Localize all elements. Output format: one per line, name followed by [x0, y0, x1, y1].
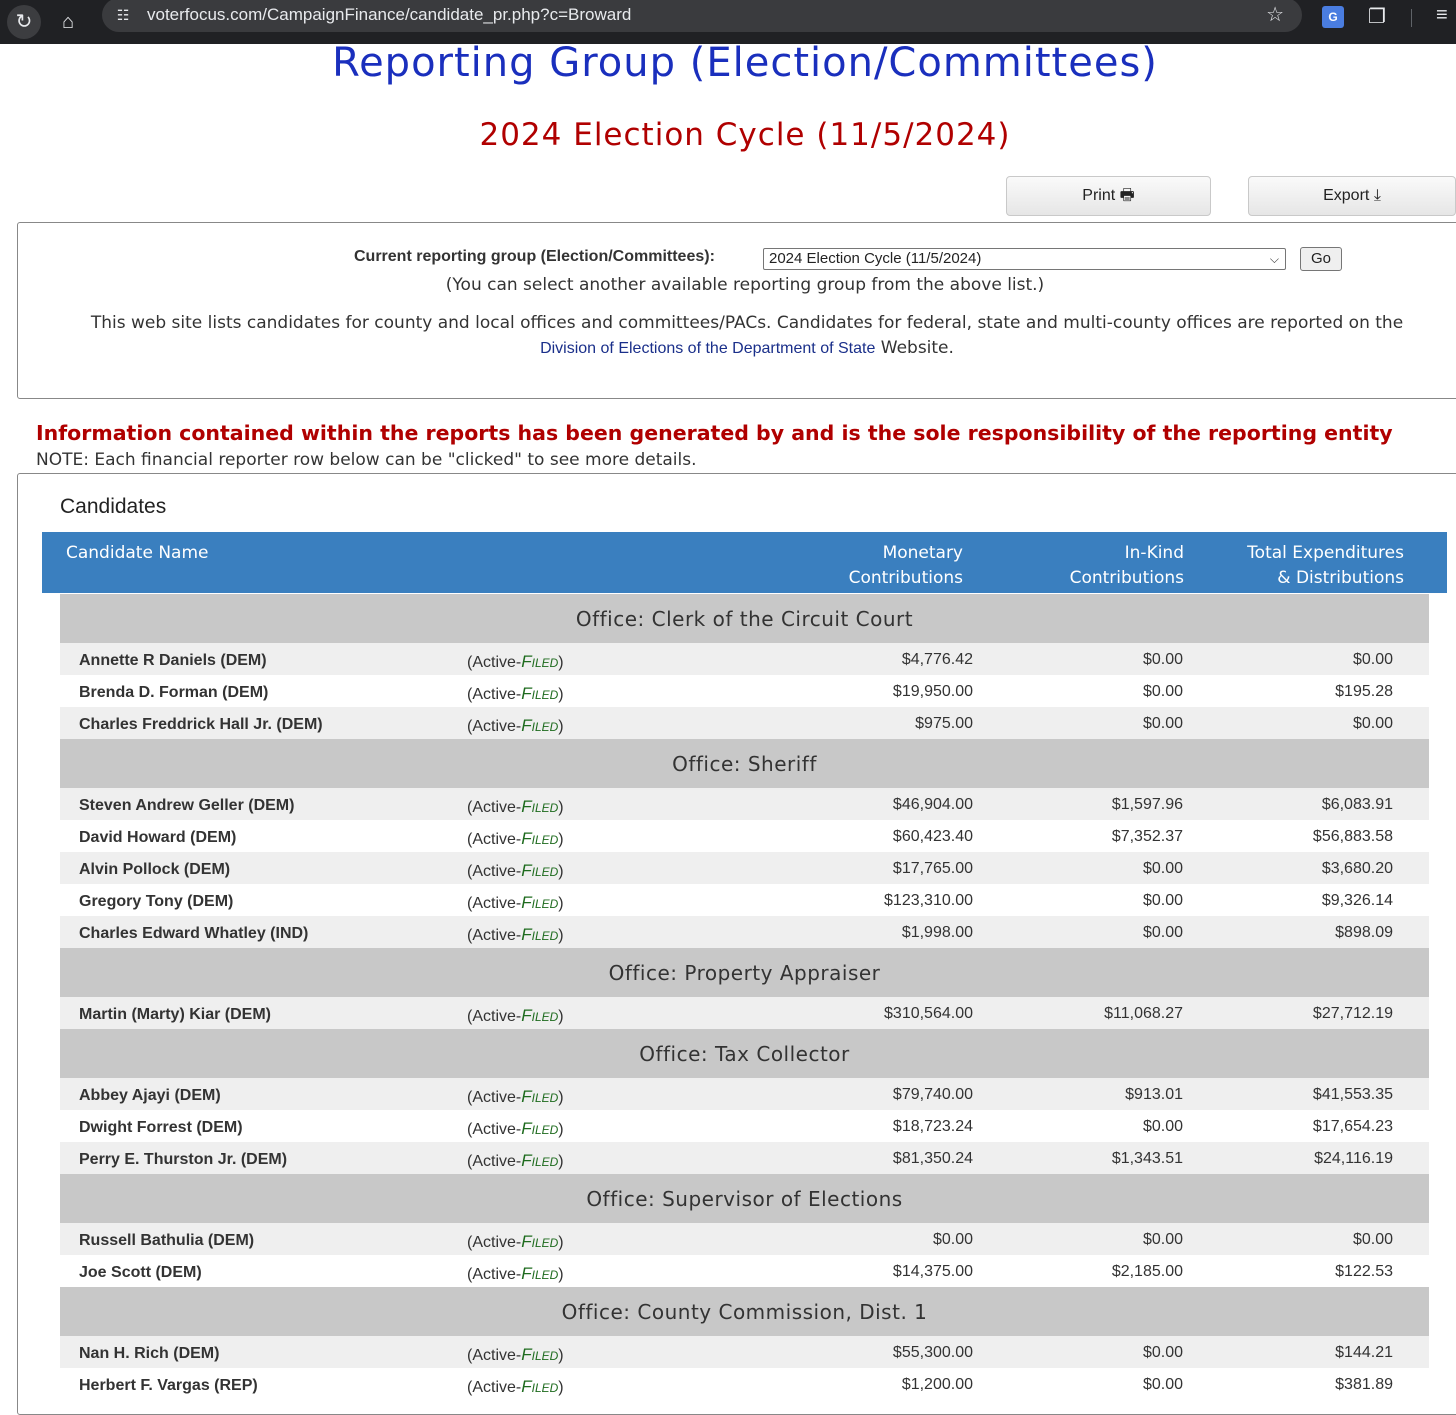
- profile-icon[interactable]: ≡: [1436, 4, 1448, 26]
- candidate-status: [467, 1151, 564, 1171]
- reporting-group-panel: [17, 222, 1456, 399]
- url-text[interactable]: voterfocus.com/CampaignFinance/candidate_pr.php?c=Broward: [147, 5, 632, 24]
- total-expenditures: $6,083.91: [1321, 796, 1393, 813]
- candidate-row[interactable]: [60, 1255, 1429, 1287]
- print-button[interactable]: [1006, 176, 1211, 216]
- total-expenditures: $9,326.14: [1321, 892, 1393, 909]
- site-info-text: [82, 311, 1412, 361]
- bookmark-star-icon[interactable]: ☆: [1266, 4, 1284, 26]
- total-expenditures: $56,883.58: [1312, 828, 1393, 845]
- status-filed: Filed: [521, 1119, 559, 1138]
- site-info-post: Website.: [880, 338, 954, 358]
- status-filed: Filed: [521, 829, 559, 848]
- total-expenditures: $0.00: [1352, 715, 1393, 732]
- status-suffix: ): [558, 1153, 564, 1170]
- candidate-status: [467, 861, 564, 881]
- status-suffix: ): [558, 895, 564, 912]
- candidate-name: Joe Scott (DEM): [79, 1264, 202, 1281]
- status-prefix: (Active-: [467, 895, 522, 912]
- candidate-row[interactable]: [60, 1223, 1429, 1255]
- status-filed: Filed: [521, 893, 559, 912]
- status-suffix: ): [558, 1089, 564, 1106]
- candidate-status: [467, 716, 564, 736]
- status-prefix: (Active-: [467, 1089, 522, 1106]
- inkind-contributions: $0.00: [1142, 1344, 1183, 1361]
- office-header: Office: County Commission, Dist. 1: [60, 1287, 1429, 1336]
- office-header: Office: Clerk of the Circuit Court: [60, 594, 1429, 643]
- monetary-contributions: $81,350.24: [892, 1150, 973, 1167]
- inkind-contributions: $2,185.00: [1111, 1263, 1183, 1280]
- candidate-row[interactable]: [60, 852, 1429, 884]
- candidate-row[interactable]: [60, 1336, 1429, 1368]
- candidate-name: Gregory Tony (DEM): [79, 893, 234, 910]
- status-prefix: (Active-: [467, 1347, 522, 1364]
- candidate-name: Charles Edward Whatley (IND): [79, 925, 309, 942]
- office-header: Office: Sheriff: [60, 739, 1429, 788]
- col-exp-line2: & Distributions: [1277, 568, 1404, 588]
- monetary-contributions: $46,904.00: [892, 796, 973, 813]
- status-suffix: ): [558, 1121, 564, 1138]
- inkind-contributions: $0.00: [1142, 860, 1183, 877]
- candidate-status: [467, 829, 564, 849]
- monetary-contributions: $60,423.40: [892, 828, 973, 845]
- candidate-name: Abbey Ajayi (DEM): [79, 1087, 221, 1104]
- candidate-name: Nan H. Rich (DEM): [79, 1345, 220, 1362]
- status-suffix: ): [558, 799, 564, 816]
- print-label: Print: [1082, 187, 1116, 204]
- col-expenditures: [1247, 541, 1404, 591]
- col-monetary: [849, 541, 963, 591]
- total-expenditures: $17,654.23: [1312, 1118, 1393, 1135]
- status-prefix: (Active-: [467, 1121, 522, 1138]
- candidate-row[interactable]: [60, 1142, 1429, 1174]
- status-prefix: (Active-: [467, 863, 522, 880]
- division-of-elections-link[interactable]: Division of Elections of the Department of State: [540, 340, 876, 357]
- monetary-contributions: $14,375.00: [892, 1263, 973, 1280]
- col-candidate-name: Candidate Name: [66, 543, 209, 563]
- total-expenditures: $381.89: [1335, 1376, 1393, 1393]
- candidate-row[interactable]: [60, 643, 1429, 675]
- col-inkind-line2: Contributions: [1069, 568, 1184, 588]
- candidate-row[interactable]: [60, 1368, 1429, 1400]
- inkind-contributions: $0.00: [1142, 683, 1183, 700]
- candidate-row[interactable]: [60, 675, 1429, 707]
- candidate-row[interactable]: [60, 1078, 1429, 1110]
- candidate-name: Charles Freddrick Hall Jr. (DEM): [79, 716, 323, 733]
- total-expenditures: $195.28: [1335, 683, 1393, 700]
- monetary-contributions: $0.00: [932, 1231, 973, 1248]
- monetary-contributions: $1,200.00: [901, 1376, 973, 1393]
- candidate-name: Steven Andrew Geller (DEM): [79, 797, 295, 814]
- extensions-puzzle-icon[interactable]: ❐: [1368, 6, 1386, 28]
- candidate-status: [467, 797, 564, 817]
- monetary-contributions: $55,300.00: [892, 1344, 973, 1361]
- status-suffix: ): [558, 686, 564, 703]
- total-expenditures: $24,116.19: [1314, 1150, 1393, 1167]
- candidate-name: David Howard (DEM): [79, 829, 237, 846]
- total-expenditures: $41,553.35: [1312, 1086, 1393, 1103]
- candidates-table-body: [60, 594, 1429, 1400]
- inkind-contributions: $0.00: [1142, 1231, 1183, 1248]
- status-suffix: ): [558, 718, 564, 735]
- status-prefix: (Active-: [467, 1153, 522, 1170]
- status-filed: Filed: [521, 684, 559, 703]
- candidate-status: [467, 1232, 564, 1252]
- total-expenditures: $144.21: [1335, 1344, 1393, 1361]
- candidate-status: [467, 1006, 564, 1026]
- status-filed: Filed: [521, 1232, 559, 1251]
- monetary-contributions: $123,310.00: [884, 892, 973, 909]
- status-prefix: (Active-: [467, 686, 522, 703]
- chevron-down-icon: ⌵: [1269, 252, 1279, 266]
- export-icon: ⤓: [1373, 187, 1381, 204]
- status-filed: Filed: [521, 1345, 559, 1364]
- candidate-name: Alvin Pollock (DEM): [79, 861, 231, 878]
- export-button[interactable]: [1248, 176, 1456, 216]
- status-suffix: ): [558, 1008, 564, 1025]
- candidate-status: [467, 1377, 564, 1397]
- monetary-contributions: $4,776.42: [901, 651, 973, 668]
- toolbar-divider: [1411, 9, 1412, 27]
- status-filed: Filed: [521, 861, 559, 880]
- candidate-row[interactable]: [60, 916, 1429, 948]
- go-button[interactable]: Go: [1300, 247, 1342, 271]
- candidate-name: Herbert F. Vargas (REP): [79, 1377, 258, 1394]
- status-prefix: (Active-: [467, 831, 522, 848]
- candidate-status: [467, 1264, 564, 1284]
- status-filed: Filed: [521, 1006, 559, 1025]
- office-header: Office: Property Appraiser: [60, 948, 1429, 997]
- candidate-status: [467, 1087, 564, 1107]
- click-note: NOTE: Each financial reporter row below can be "clicked" to see more details.: [36, 450, 697, 470]
- inkind-contributions: $0.00: [1142, 924, 1183, 941]
- col-exp-line1: Total Expenditures: [1247, 543, 1404, 563]
- selector-hint: (You can select another available reporting group from the above list.): [445, 275, 1045, 295]
- office-header: Office: Tax Collector: [60, 1029, 1429, 1078]
- status-suffix: ): [558, 1266, 564, 1283]
- status-filed: Filed: [521, 1151, 559, 1170]
- status-filed: Filed: [521, 797, 559, 816]
- candidate-name: Brenda D. Forman (DEM): [79, 684, 269, 701]
- monetary-contributions: $18,723.24: [892, 1118, 973, 1135]
- candidate-name: Dwight Forrest (DEM): [79, 1119, 243, 1136]
- candidate-status: [467, 684, 564, 704]
- address-bar[interactable]: [102, 0, 1302, 32]
- col-inkind: [1070, 541, 1184, 591]
- candidate-status: [467, 1345, 564, 1365]
- status-prefix: (Active-: [467, 799, 522, 816]
- candidate-status: [467, 893, 564, 913]
- monetary-contributions: $310,564.00: [884, 1005, 973, 1022]
- monetary-contributions: $17,765.00: [892, 860, 973, 877]
- candidate-status: [467, 652, 564, 672]
- status-prefix: (Active-: [467, 1266, 522, 1283]
- site-info-icon[interactable]: ☷: [116, 7, 130, 23]
- candidate-row[interactable]: [60, 884, 1429, 916]
- status-suffix: ): [558, 927, 564, 944]
- inkind-contributions: $0.00: [1142, 1118, 1183, 1135]
- status-suffix: ): [558, 1379, 564, 1396]
- inkind-contributions: $0.00: [1142, 1376, 1183, 1393]
- page-title: Reporting Group (Election/Committees): [332, 40, 1158, 86]
- candidate-row[interactable]: [60, 707, 1429, 739]
- candidate-status: [467, 1119, 564, 1139]
- responsibility-warning: Information contained within the reports has been generated by and is the sole responsibility of the reporting entity: [36, 421, 1393, 445]
- monetary-contributions: $975.00: [915, 715, 973, 732]
- reporting-group-selected: 2024 Election Cycle (11/5/2024): [769, 250, 982, 267]
- inkind-contributions: $0.00: [1142, 892, 1183, 909]
- candidate-name: Annette R Daniels (DEM): [79, 652, 267, 669]
- total-expenditures: $27,712.19: [1312, 1005, 1393, 1022]
- status-suffix: ): [558, 863, 564, 880]
- inkind-contributions: $0.00: [1142, 651, 1183, 668]
- inkind-contributions: $0.00: [1142, 715, 1183, 732]
- status-filed: Filed: [521, 925, 559, 944]
- status-filed: Filed: [521, 716, 559, 735]
- inkind-contributions: $913.01: [1125, 1086, 1183, 1103]
- printer-icon: 🖶: [1119, 187, 1135, 204]
- candidate-row[interactable]: [60, 997, 1429, 1029]
- status-prefix: (Active-: [467, 1234, 522, 1251]
- candidate-row[interactable]: [60, 1110, 1429, 1142]
- monetary-contributions: $19,950.00: [892, 683, 973, 700]
- site-info-pre: This web site lists candidates for county and local offices and committees/PACs. Candidates for federal, state and multi-county offices are reported on the: [90, 313, 1404, 333]
- candidate-name: Perry E. Thurston Jr. (DEM): [79, 1151, 288, 1168]
- candidate-name: Russell Bathulia (DEM): [79, 1232, 255, 1249]
- home-icon[interactable]: ⌂: [61, 11, 75, 33]
- status-prefix: (Active-: [467, 927, 522, 944]
- status-prefix: (Active-: [467, 718, 522, 735]
- inkind-contributions: $1,343.51: [1111, 1150, 1183, 1167]
- reporting-group-select[interactable]: [763, 248, 1286, 270]
- candidate-row[interactable]: [60, 820, 1429, 852]
- status-filed: Filed: [521, 1377, 559, 1396]
- status-filed: Filed: [521, 1264, 559, 1283]
- status-filed: Filed: [521, 652, 559, 671]
- total-expenditures: $0.00: [1352, 1231, 1393, 1248]
- total-expenditures: $3,680.20: [1321, 860, 1393, 877]
- candidate-row[interactable]: [60, 788, 1429, 820]
- candidate-status: [467, 925, 564, 945]
- office-header: Office: Supervisor of Elections: [60, 1174, 1429, 1223]
- status-prefix: (Active-: [467, 654, 522, 671]
- status-suffix: ): [558, 1234, 564, 1251]
- inkind-contributions: $11,068.27: [1104, 1005, 1183, 1022]
- candidate-name: Martin (Marty) Kiar (DEM): [79, 1006, 272, 1023]
- status-suffix: ): [558, 654, 564, 671]
- inkind-contributions: $1,597.96: [1111, 796, 1183, 813]
- monetary-contributions: $1,998.00: [901, 924, 973, 941]
- total-expenditures: $122.53: [1335, 1263, 1393, 1280]
- translate-extension-icon[interactable]: G: [1322, 6, 1344, 28]
- total-expenditures: $898.09: [1335, 924, 1393, 941]
- reload-icon[interactable]: ↻: [7, 5, 41, 39]
- inkind-contributions: $7,352.37: [1111, 828, 1183, 845]
- col-inkind-line1: In-Kind: [1124, 543, 1184, 563]
- status-suffix: ): [558, 1347, 564, 1364]
- reporting-group-label: Current reporting group (Election/Committees):: [354, 248, 715, 265]
- total-expenditures: $0.00: [1352, 651, 1393, 668]
- col-monetary-line2: Contributions: [848, 568, 963, 588]
- candidates-title: Candidates: [60, 495, 167, 518]
- status-filed: Filed: [521, 1087, 559, 1106]
- status-prefix: (Active-: [467, 1379, 522, 1396]
- status-prefix: (Active-: [467, 1008, 522, 1025]
- export-label: Export: [1323, 187, 1370, 204]
- table-header: [42, 532, 1447, 593]
- col-monetary-line1: Monetary: [882, 543, 963, 563]
- status-suffix: ): [558, 831, 564, 848]
- page-subtitle: 2024 Election Cycle (11/5/2024): [479, 117, 1011, 153]
- browser-toolbar: [0, 0, 1456, 44]
- monetary-contributions: $79,740.00: [892, 1086, 973, 1103]
